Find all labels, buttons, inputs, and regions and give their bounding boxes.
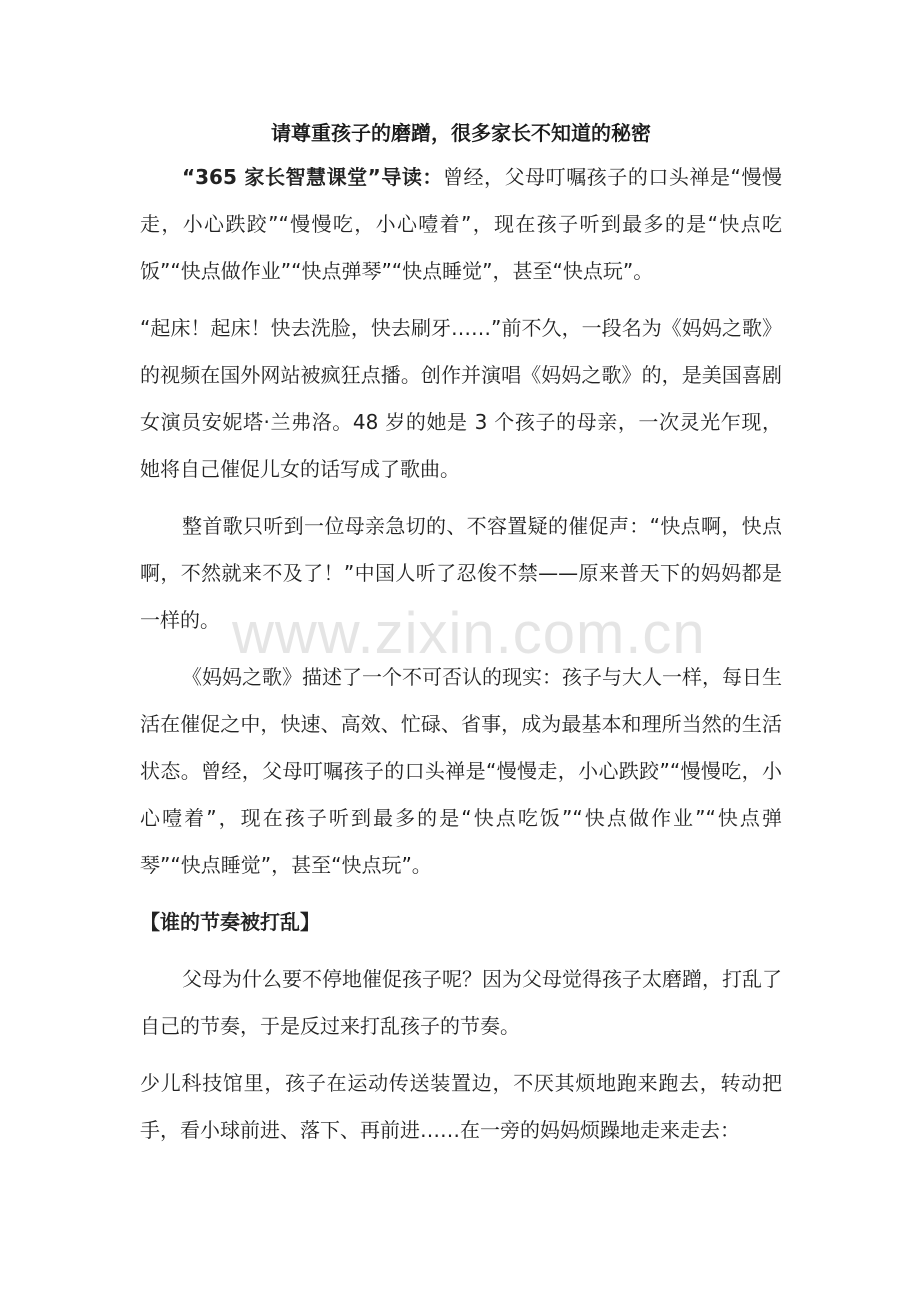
body-paragraph-3: 《妈妈之歌》描述了一个不可否认的现实：孩子与大人一样，每日生活在催促之中，快速、高效、忙碌、省事，成为最基本和理所当然的生活状态。曾经，父母叮嘱孩子的口头禅是“慢慢走，小心跌跤”“慢慢吃，小心噎着”，现在孩子听到最多的是“快点吃饭”“快点做作业”“快点弹琴”“快点睡觉”，甚至“快点玩”。 [140,665,782,877]
body-paragraph-2: 整首歌只听到一位母亲急切的、不容置疑的催促声：“快点啊，快点啊，不然就来不及了！”中国人听了忍俊不禁——原来普天下的妈妈都是一样的。 [140,514,782,632]
section-paragraph-2: 少儿科技馆里，孩子在运动传送装置边，不厌其烦地跑来跑去，转动把手，看小球前进、落下、再前进……在一旁的妈妈烦躁地走来走去： [140,1071,782,1142]
intro-paragraph [140,154,782,295]
body-paragraph-1: “起床！起床！快去洗脸，快去刷牙……”前不久，一段名为《妈妈之歌》的视频在国外网站被疯狂点播。创作并演唱《妈妈之歌》的，是美国喜剧女演员安妮塔·兰弗洛。48 岁的她是 3 个孩子的母亲，一次灵光乍现，她将自己催促儿女的话写成了歌曲。 [140,316,782,481]
section-heading: 【谁的节奏被打乱】 [140,910,320,934]
document-body [140,118,782,1164]
watermark: www.zixin.com.cn [232,601,706,666]
section-paragraph-1: 父母为什么要不停地催促孩子呢？因为父母觉得孩子太磨蹭，打乱了自己的节奏，于是反过来打乱孩子的节奏。 [140,967,782,1038]
document-title: 请尊重孩子的磨蹭，很多家长不知道的秘密 [271,121,651,145]
intro-body: 曾经，父母叮嘱孩子的口头禅是“慢慢走，小心跌跤”“慢慢吃，小心噎着”，现在孩子听到最多的是“快点吃饭”“快点做作业”“快点弹琴”“快点睡觉”，甚至“快点玩”。 [140,165,782,283]
intro-lead: “365 家长智慧课堂”导读： [182,165,443,189]
